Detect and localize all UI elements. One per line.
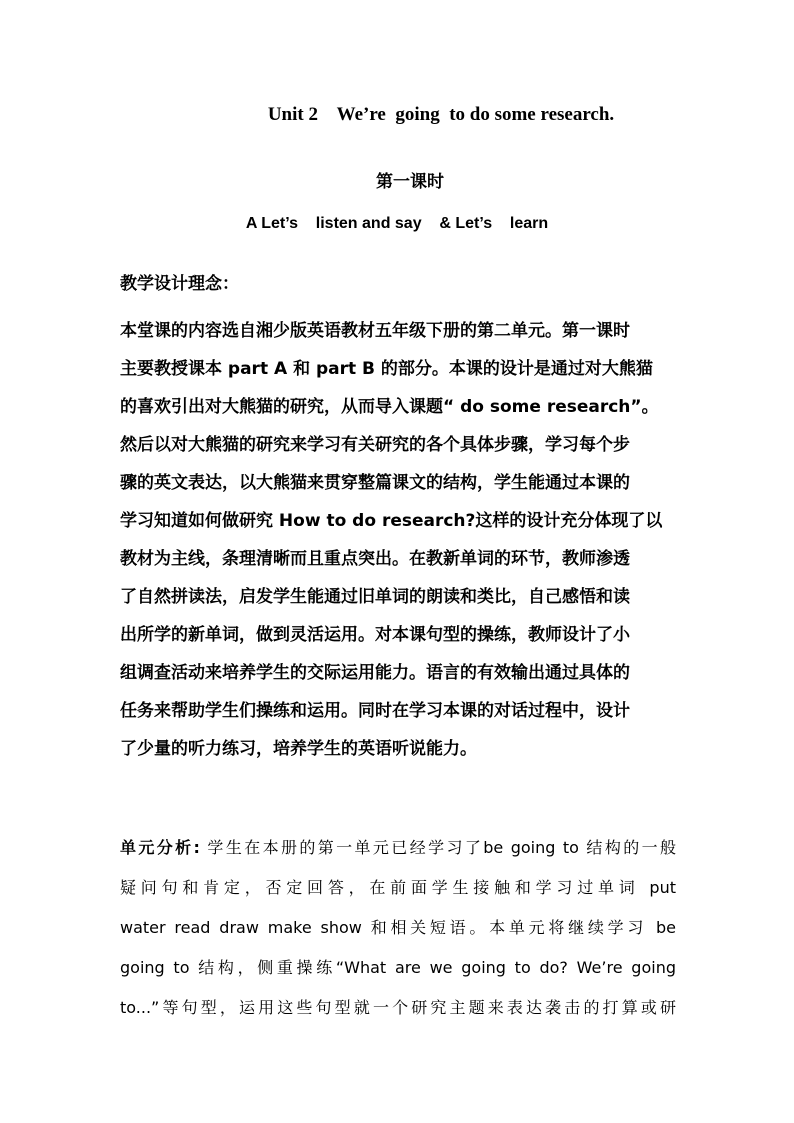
paragraph-line [120,836,676,876]
paragraph-line: 的喜欢引出对大熊猫的研究，从而导入课题“ do some research”。 [120,397,659,417]
design-concept-heading: 教学设计理念： [120,274,239,294]
unit-analysis-paragraph [120,836,676,1036]
paragraph-line: water read draw make show 和相关短语。本单元将继续学习 be [120,918,676,937]
paragraph-line: 出所学的新单词，做到灵活运用。对本课句型的操练，教师设计了小 [120,625,630,645]
paragraph-line-text: 学生在本册的第一单元已经学习了be going to 结构的一般 [199,838,676,857]
paragraph-line: 然后以对大熊猫的研究来学习有关研究的各个具体步骤，学习每个步 [120,435,630,455]
unit-analysis-label: 单元分析: [120,838,200,857]
paragraph-line: going to 结构，侧重操练“What are we going to do? We’re going [120,958,676,977]
paragraph-line: 了自然拼读法，启发学生能通过旧单词的朗读和类比，自己感悟和读 [120,587,630,607]
unit-title: Unit 2 We’re going to do some research. [267,104,615,125]
paragraph-line: 本堂课的内容选自湘少版英语教材五年级下册的第二单元。第一课时 [120,321,630,341]
paragraph-line: 骤的英文表达，以大熊猫来贯穿整篇课文的结构，学生能通过本课的 [120,473,630,493]
lesson-section-title: A Let’s listen and say & Let’s learn [245,215,549,232]
paragraph-line: 主要教授课本 part A 和 part B 的部分。本课的设计是通过对大熊猫 [120,359,653,379]
design-concept-paragraph [120,319,680,775]
lesson-period-title: 第一课时 [376,172,444,192]
paragraph-line: 疑问句和肯定，否定回答，在前面学生接触和学习过单词 put [120,878,676,897]
paragraph-line: 教材为主线，条理清晰而且重点突出。在教新单词的环节，教师渗透 [120,549,630,569]
paragraph-line: 任务来帮助学生们操练和运用。同时在学习本课的对话过程中，设计 [120,701,630,721]
paragraph-line: 组调查活动来培养学生的交际运用能力。语言的有效输出通过具体的 [120,663,630,683]
paragraph-line: 学习知道如何做研究 How to do research?这样的设计充分体现了以 [120,511,663,531]
paragraph-line: 了少量的听力练习，培养学生的英语听说能力。 [120,739,477,759]
paragraph-line: to...”等句型，运用这些句型就一个研究主题来表达袭击的打算或研 [120,998,676,1017]
